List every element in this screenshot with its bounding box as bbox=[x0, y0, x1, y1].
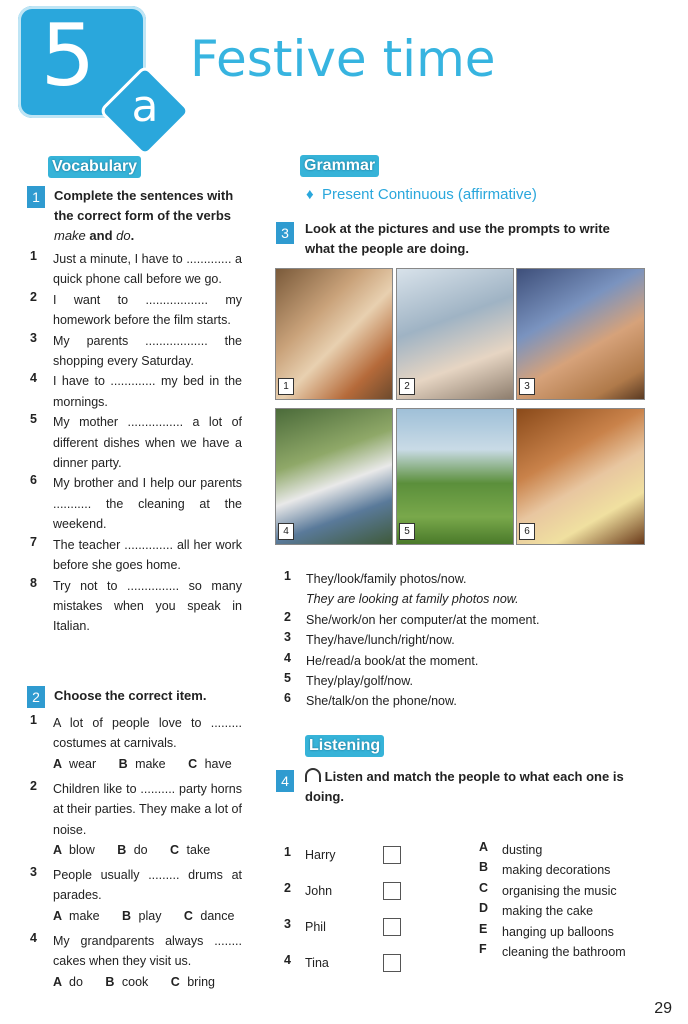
item-number: 5 bbox=[284, 671, 291, 686]
exercise-3-instructions: Look at the pictures and use the prompts to write what the people are doing. bbox=[305, 221, 610, 256]
option-row bbox=[479, 942, 679, 962]
unit-number: 5 bbox=[40, 6, 96, 106]
photo-family-looking-at-photos: 1 bbox=[275, 268, 393, 400]
item-number: 2 bbox=[284, 881, 291, 895]
photo-men-having-lunch: 3 bbox=[516, 268, 645, 400]
person-name: Harry bbox=[305, 848, 336, 862]
list-item bbox=[284, 671, 644, 691]
option-row bbox=[479, 881, 679, 901]
item-number: 1 bbox=[30, 249, 37, 263]
item-number: 1 bbox=[30, 713, 37, 727]
option-letter: A bbox=[53, 974, 70, 989]
list-item bbox=[284, 630, 644, 650]
item-number: 3 bbox=[30, 330, 37, 345]
exercise-3-list bbox=[284, 569, 644, 712]
item-number: 1 bbox=[284, 845, 291, 859]
option-letter: E bbox=[479, 921, 488, 936]
exercise-number-1: 1 bbox=[27, 186, 45, 208]
person-name: John bbox=[305, 884, 333, 898]
item-number: 8 bbox=[30, 575, 37, 590]
item-number: 3 bbox=[284, 917, 291, 931]
list-item bbox=[30, 249, 242, 290]
option-letter: F bbox=[479, 941, 487, 956]
diamond-icon: ♦ bbox=[306, 186, 314, 203]
exercise-number-3: 3 bbox=[276, 222, 294, 244]
item-number: 1 bbox=[284, 569, 291, 583]
option-letter: A bbox=[479, 840, 489, 854]
item-number: 2 bbox=[30, 289, 37, 304]
item-text: My grandparents always ........ cakes when they visit us. bbox=[53, 933, 242, 969]
item-text: They/play/golf/now. bbox=[306, 674, 414, 689]
option-letter: C bbox=[183, 908, 201, 923]
list-item bbox=[30, 473, 242, 534]
example-answer: They are looking at family photos now. bbox=[306, 592, 519, 607]
list-item bbox=[284, 651, 644, 671]
item-number: 4 bbox=[30, 930, 37, 945]
option-row bbox=[479, 922, 679, 942]
option-c[interactable]: take bbox=[186, 843, 211, 858]
option-text: organising the music bbox=[502, 883, 617, 898]
option-b[interactable]: cook bbox=[121, 974, 149, 989]
list-item bbox=[30, 865, 242, 926]
photo-woman-on-phone: 6 bbox=[516, 408, 645, 545]
item-number: 2 bbox=[30, 778, 37, 793]
answer-options bbox=[53, 754, 242, 774]
grammar-subheading: ♦ Present Continuous (affirmative) bbox=[306, 186, 537, 203]
list-item bbox=[30, 931, 242, 992]
option-text: hanging up balloons bbox=[502, 924, 614, 939]
item-text: I want to .................. my homework before the film starts. bbox=[53, 292, 242, 328]
option-letter: B bbox=[118, 756, 136, 771]
exercise-1-instructions: Complete the sentences with the correct form of the verbs make and do. bbox=[54, 188, 234, 243]
option-c[interactable]: bring bbox=[187, 974, 215, 989]
page-number: 29 bbox=[654, 1000, 672, 1017]
option-letter: C bbox=[479, 880, 489, 895]
exercise-1-list bbox=[30, 249, 242, 637]
option-letter: D bbox=[479, 901, 489, 916]
item-number: 2 bbox=[284, 609, 291, 624]
list-item bbox=[30, 535, 242, 576]
headphones-icon bbox=[305, 768, 321, 782]
list-item bbox=[284, 569, 644, 610]
grammar-heading: Grammar bbox=[300, 155, 379, 177]
list-item bbox=[30, 331, 242, 372]
item-number: 4 bbox=[30, 371, 37, 386]
item-text: He/read/a book/at the moment. bbox=[306, 653, 479, 668]
item-number: 4 bbox=[284, 650, 291, 665]
option-letter: B bbox=[122, 908, 139, 923]
page-title: Festive time bbox=[190, 30, 496, 88]
option-text: making the cake bbox=[502, 904, 594, 919]
option-text: making decorations bbox=[502, 863, 611, 878]
answer-box[interactable] bbox=[383, 882, 401, 900]
option-letter: B bbox=[479, 860, 489, 875]
listening-heading: Listening bbox=[305, 735, 384, 757]
unit-letter: a bbox=[131, 81, 159, 132]
option-row bbox=[479, 860, 679, 880]
option-a[interactable]: wear bbox=[69, 756, 97, 771]
item-number: 5 bbox=[30, 412, 37, 427]
list-item bbox=[30, 779, 242, 860]
option-row bbox=[479, 840, 679, 860]
item-number: 6 bbox=[30, 473, 37, 488]
option-letter: C bbox=[170, 843, 187, 858]
list-item bbox=[30, 713, 242, 774]
photo-woman-at-computer: 2 bbox=[396, 268, 514, 400]
photo-man-reading-book: 4 bbox=[275, 408, 393, 545]
option-c[interactable]: dance bbox=[200, 908, 235, 923]
item-text: The teacher .............. all her work before she goes home. bbox=[53, 537, 242, 573]
item-text: She/work/on her computer/at the moment. bbox=[306, 612, 540, 627]
exercise-4-people bbox=[284, 843, 434, 987]
item-text: My brother and I help our parents ........... the cleaning at the weekend. bbox=[53, 476, 242, 532]
item-text: A lot of people love to ......... costumes at carnivals. bbox=[53, 716, 242, 751]
item-text: People usually ......... drums at parades. bbox=[53, 868, 242, 903]
item-number: 6 bbox=[284, 691, 291, 706]
person-row bbox=[284, 915, 434, 951]
item-text: I have to ............. my bed in the mornings. bbox=[53, 374, 242, 409]
exercise-4-options bbox=[479, 840, 679, 962]
answer-options bbox=[53, 840, 242, 860]
exercise-number-4: 4 bbox=[276, 770, 294, 792]
option-letter: B bbox=[105, 974, 122, 989]
item-text: They/look/family photos/now. bbox=[306, 572, 467, 586]
option-letter: A bbox=[53, 843, 70, 858]
option-c[interactable]: have bbox=[204, 756, 232, 771]
list-item bbox=[30, 371, 242, 412]
answer-box[interactable] bbox=[383, 846, 401, 864]
person-name: Tina bbox=[305, 956, 329, 970]
option-letter: A bbox=[53, 908, 70, 923]
person-row bbox=[284, 951, 434, 987]
option-a[interactable]: do bbox=[69, 974, 83, 989]
option-b[interactable]: make bbox=[135, 756, 166, 771]
item-text: Just a minute, I have to ............. a quick phone call before we go. bbox=[53, 252, 242, 287]
option-row bbox=[479, 901, 679, 921]
option-letter: C bbox=[170, 974, 188, 989]
item-number: 3 bbox=[284, 630, 291, 645]
exercise-2-list bbox=[30, 713, 242, 997]
exercise-4-instructions: Listen and match the people to what each one is doing. bbox=[305, 769, 624, 804]
vocabulary-heading: Vocabulary bbox=[48, 156, 141, 178]
item-text: Children like to .......... party horns at their parties. They make a lot of noise. bbox=[53, 781, 242, 837]
list-item bbox=[30, 412, 242, 473]
item-number: 4 bbox=[284, 953, 291, 967]
exercise-2-instructions: Choose the correct item. bbox=[54, 688, 207, 703]
option-letter: B bbox=[117, 843, 134, 858]
list-item bbox=[284, 691, 644, 711]
list-item bbox=[30, 576, 242, 637]
item-number: 3 bbox=[30, 865, 37, 880]
option-text: cleaning the bathroom bbox=[502, 944, 626, 959]
answer-box[interactable] bbox=[383, 954, 401, 972]
option-letter: C bbox=[188, 756, 205, 771]
answer-options bbox=[53, 906, 242, 926]
option-b[interactable]: play bbox=[138, 908, 162, 923]
item-text: She/talk/on the phone/now. bbox=[306, 694, 457, 709]
item-text: My parents .................. the shopping every Saturday. bbox=[53, 333, 242, 369]
option-text: dusting bbox=[502, 843, 543, 857]
list-item bbox=[30, 290, 242, 331]
answer-box[interactable] bbox=[383, 918, 401, 936]
option-letter: A bbox=[53, 756, 70, 771]
option-a[interactable]: blow bbox=[69, 843, 95, 858]
option-a[interactable]: make bbox=[69, 908, 100, 923]
person-name: Phil bbox=[305, 920, 326, 934]
item-number: 7 bbox=[30, 534, 37, 549]
item-text: My mother ................ a lot of different dishes when we have a dinner party. bbox=[53, 415, 242, 471]
item-text: They/have/lunch/right/now. bbox=[306, 633, 455, 648]
item-text: Try not to ............... so many mistakes when you speak in Italian. bbox=[53, 578, 242, 634]
exercise-number-2: 2 bbox=[27, 686, 45, 708]
person-row bbox=[284, 879, 434, 915]
answer-options bbox=[53, 972, 242, 992]
list-item bbox=[284, 610, 644, 630]
person-row bbox=[284, 843, 434, 879]
option-b[interactable]: do bbox=[133, 843, 148, 858]
photo-people-playing-golf: 5 bbox=[396, 408, 514, 545]
